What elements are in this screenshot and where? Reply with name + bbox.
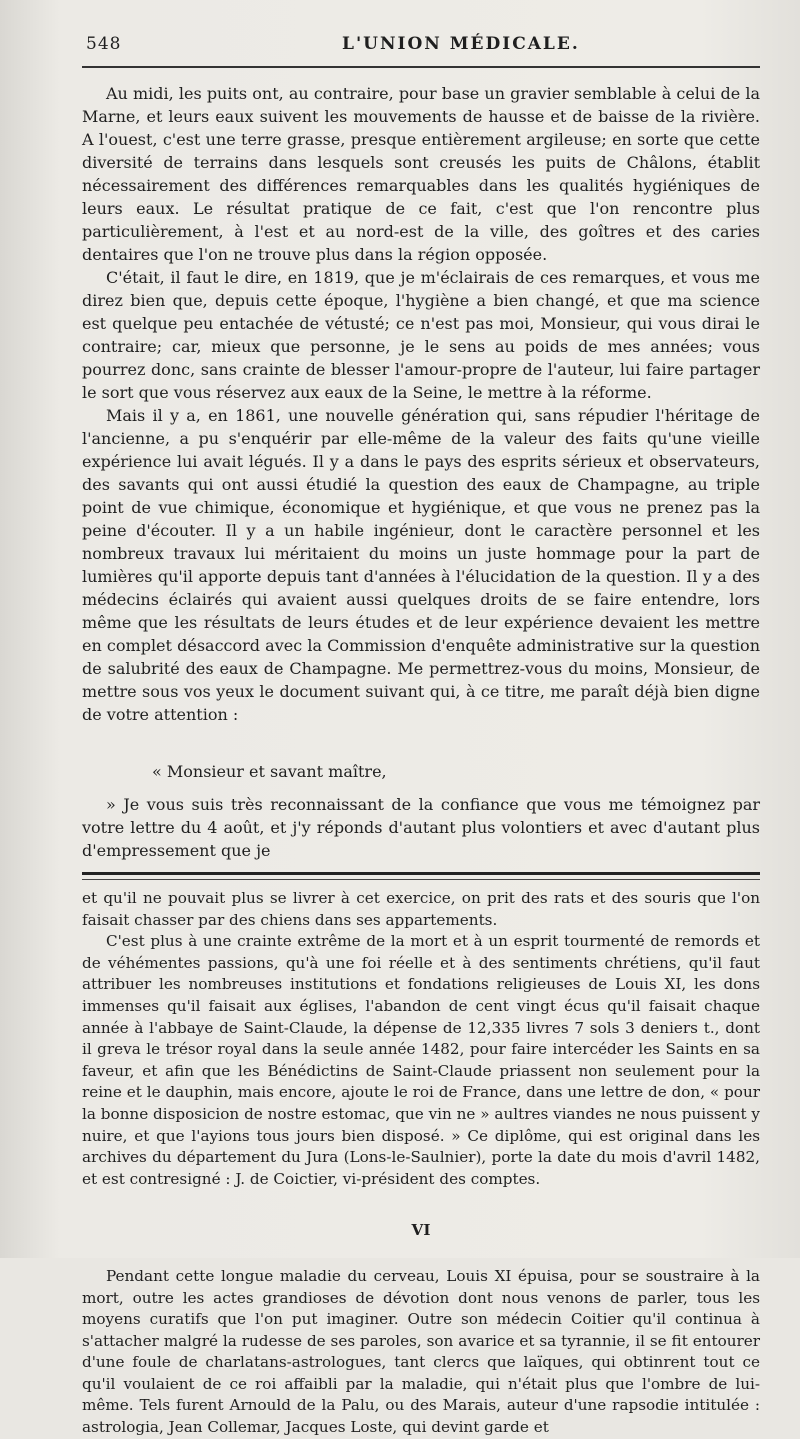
paragraph: C'est plus à une crainte extrême de la mort et à un esprit tourmenté de remords et de véhémentes passions, qu'à une foi réelle et à des sentiments chrétiens, qu'il faut attribuer les nombreuses institutions et fondations religieuses de Louis XI, les dons immenses qu'il faisait aux églises, l'abandon de cent vingt écus qu'il faisait chaque année à l'abbaye de Saint-Claude, la dépense de 12,335 livres 7 sols 3 deniers t., dont il greva le trésor royal dans la seule année 1482, pour faire intercéder les Saints en sa faveur, et afin que les Bénédictins de Saint-Claude priassent non seulement pour la reine et le dauphin, mais encore, ajoute le roi de France, dans une lettre de don, « pour la bonne disposicion de nostre estomac, que vin ne » aultres viandes ne nous puissent y nuire, et que l'ayions tous jours bien disposé. » Ce diplôme, qui est original dans les archives du département du Jura (Lons-le-Saulnier), porte la date du mois d'avril 1482, et est contresigné : J. de Coictier, vi-président des comptes. (82, 932, 760, 1188)
paragraph: Mais il y a, en 1861, une nouvelle génération qui, sans répudier l'héritage de l'ancienne, a pu s'enquérir par elle-même de la valeur des faits qu'une vieille expérience lui avait légués. Il y a dans le pays des esprits sérieux et observateurs, des savants qui ont aussi étudié la question des eaux de Champagne, au triple point de vue chimique, économique et hygiénique, et que vous ne prenez pas la peine d'écouter. Il y a un habile ingénieur, dont le caractère personnel et les nombreux travaux lui méritaient du moins un juste hommage pour la part de lumières qu'il apporte depuis tant d'années à l'élucidation de la question. Il y a des médecins éclairés qui avaient aussi quelques droits de se faire entendre, lors même que les résultats de leurs études et de leur expérience devaient les mettre en complet désaccord avec la Commission d'enquête administrative sur la question de salubrité des eaux de Champagne. Me permettrez-vous du moins, Monsieur, de mettre sous vos yeux le document suivant qui, à ce titre, me paraît déjà bien digne de votre attention : (82, 406, 760, 724)
paragraph: Au midi, les puits ont, au contraire, pour base un gravier semblable à celui de la Marne, et leurs eaux suivent les mouvements de hausse et de baisse de la rivière. A l'ouest, c'est une terre grasse, presque entièrement argileuse; en sorte que cette diversité de terrains dans lesquels sont creusés les puits de Châlons, établit nécessairement des différences remarquables dans les qualités hygiéniques de leurs eaux. Le résultat pratique de ce fait, c'est que l'on rencontre plus particulièrement, à l'est et au nord-est de la ville, des goîtres et des caries dentaires que l'on ne trouve plus dans la région opposée. (82, 84, 760, 264)
feuilleton (82, 888, 760, 1439)
page-number: 548 (86, 34, 122, 54)
feuilleton-rule (82, 872, 760, 875)
section-heading: VI (411, 1221, 431, 1240)
running-title: L'UNION MÉDICALE. (342, 34, 580, 54)
main-article (82, 82, 760, 862)
feuilleton-rule-thin (82, 879, 760, 880)
paragraph: Pendant cette longue maladie du cerveau, Louis XI épuisa, pour se soustraire à la mort, outre les actes grandioses de dévotion dont nous venons de parler, tous les moyens curatifs que l'on put imaginer. Outre son médecin Coitier qu'il continua à s'attacher malgré la rudesse de ses paroles, son avarice et sa tyrannie, il se fit entourer d'une foule de charlatans-astrologues, tant clercs que laïques, qui obtinrent tout ce qu'il voulaient de ce roi affaibli par la maladie, qui n'était plus que l'ombre de lui-même. Tels furent Arnould de la Palu, ou des Marais, auteur d'une rapsodie intitulée : astrologia, Jean Collemar, Jacques Loste, qui devint garde et (82, 1266, 760, 1437)
paragraph: et qu'il ne pouvait plus se livrer à cet exercice, on prit des rats et des souris que l'on faisait chasser par des chiens dans ses appartements. (82, 889, 760, 929)
letter-salutation: « Monsieur et savant maître, (152, 762, 387, 781)
letter-body: » Je vous suis très reconnaissant de la confiance que vous me témoignez par votre lettre du 4 août, et j'y réponds d'autant plus volontiers et avec d'autant plus d'empressement que je (82, 795, 760, 860)
paragraph: C'était, il faut le dire, en 1819, que je m'éclairais de ces remarques, et vous me direz bien que, depuis cette époque, l'hygiène a bien changé, et que ma science est quelque peu entachée de vétusté; ce n'est pas moi, Monsieur, qui vous dirai le contraire; car, mieux que personne, je le sens au poids de mes années; vous pourrez donc, sans crainte de blesser l'amour-propre de l'auteur, lui faire partager le sort que vous réservez aux eaux de la Seine, le mettre à la réforme. (82, 268, 760, 402)
page-header (82, 30, 760, 58)
header-rule (82, 66, 760, 68)
